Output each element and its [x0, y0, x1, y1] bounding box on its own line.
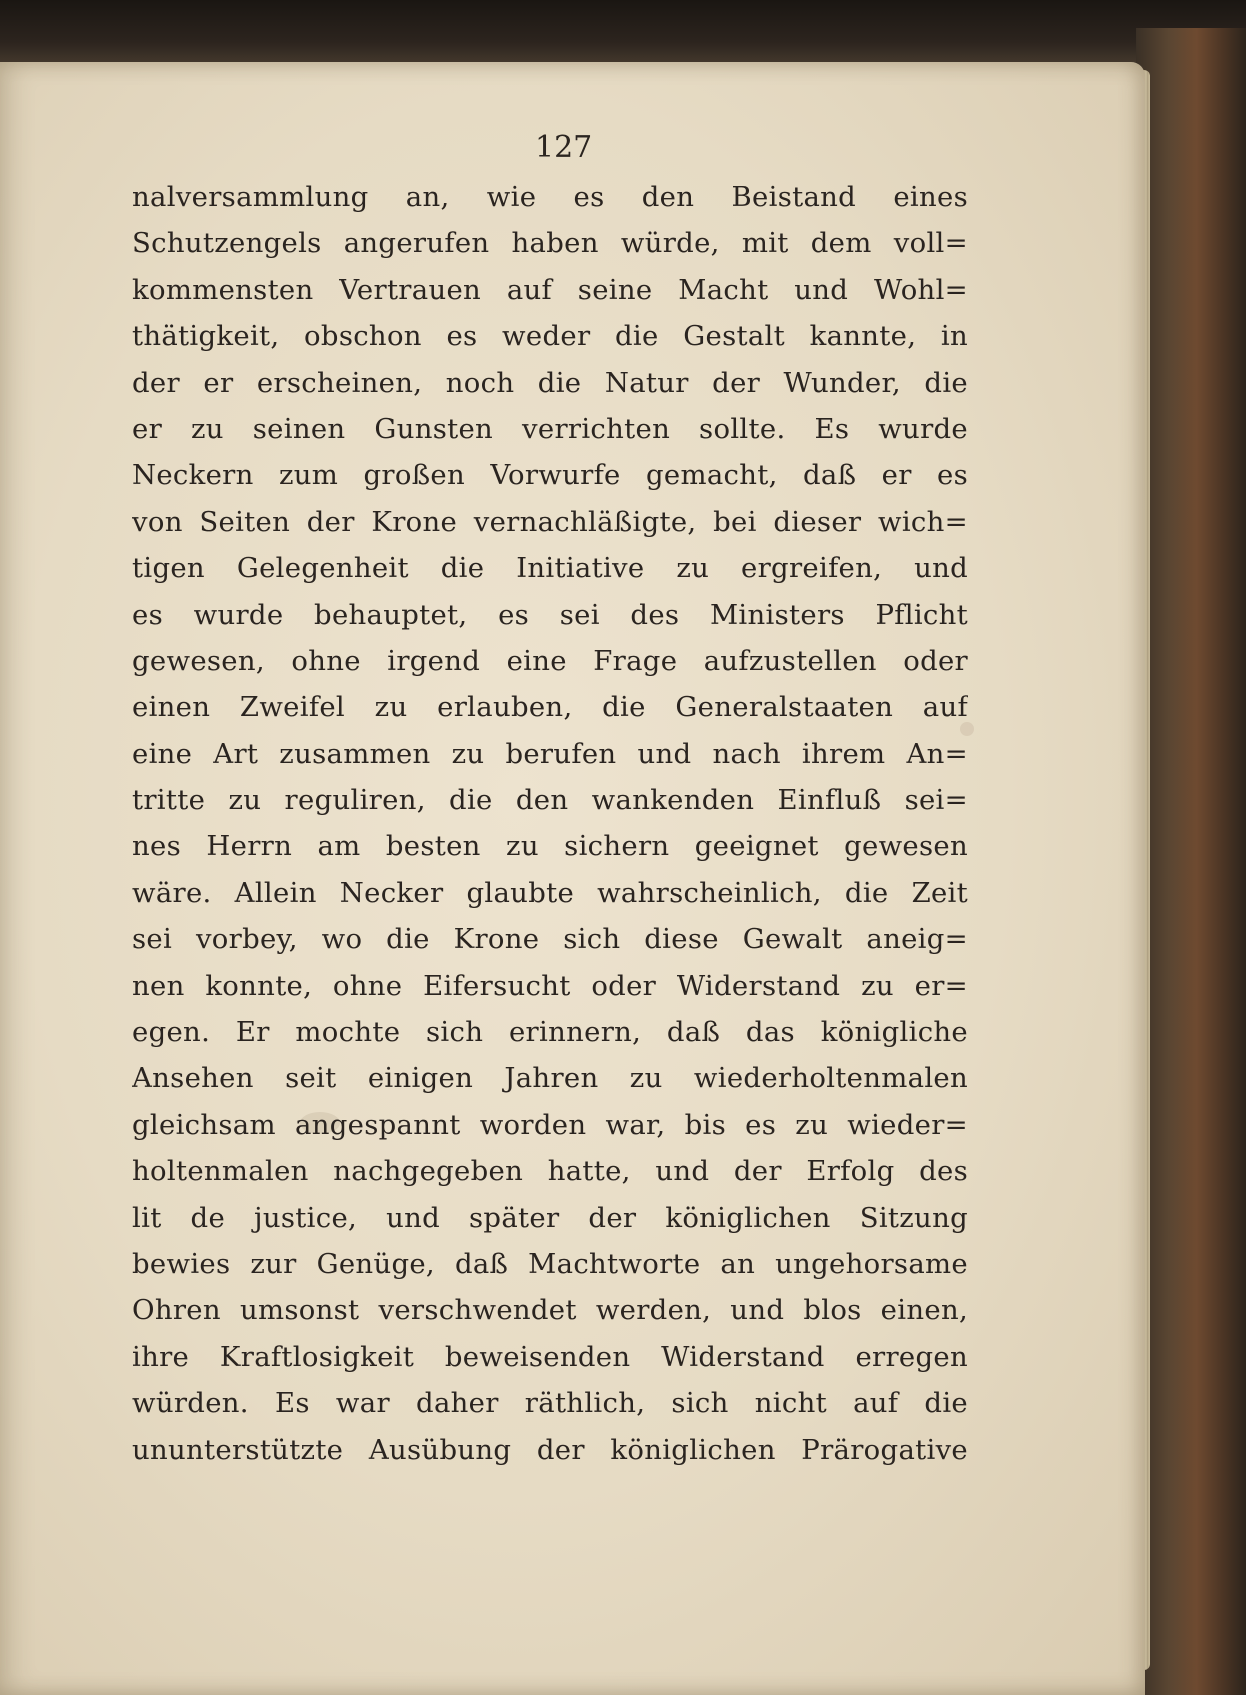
- text-line: nen konnte, ohne Eifersucht oder Widerstand zu er=: [132, 969, 968, 1002]
- text-line: lit de justice, und später der königlichen Sitzung: [132, 1201, 968, 1234]
- text-line: nes Herrn am besten zu sichern geeignet gewesen: [132, 830, 968, 863]
- text-line: bewies zur Genüge, daß Machtworte an ungehorsame: [132, 1247, 968, 1280]
- text-line: wäre. Allein Necker glaubte wahrscheinlich, die Zeit: [132, 876, 968, 909]
- text-line: es wurde behauptet, es sei des Ministers Pflicht: [132, 598, 968, 631]
- text-line: Schutzengels angerufen haben würde, mit dem voll=: [132, 227, 968, 260]
- text-line: tritte zu reguliren, die den wankenden Einfluß sei=: [132, 784, 968, 817]
- text-line: eine Art zusammen zu berufen und nach ihrem An=: [132, 737, 968, 770]
- text-line: Ohren umsonst verschwendet werden, und blos einen,: [132, 1294, 968, 1327]
- book-spine: [1136, 28, 1246, 1695]
- page-text-block: [132, 174, 968, 1473]
- text-line: gewesen, ohne irgend eine Frage aufzustellen oder: [132, 644, 968, 677]
- text-line: gleichsam angespannt worden war, bis es zu wieder=: [132, 1108, 968, 1141]
- text-line: nalversammlung an, wie es den Beistand eines: [132, 181, 968, 213]
- text-line: Ansehen seit einigen Jahren zu wiederholtenmalen: [132, 1062, 968, 1095]
- text-line: egen. Er mochte sich erinnern, daß das königliche: [132, 1016, 968, 1049]
- book-page: [0, 62, 1145, 1695]
- text-line: thätigkeit, obschon es weder die Gestalt kannte, in: [132, 320, 968, 353]
- scan-top-edge: [0, 0, 1246, 70]
- text-line: kommensten Vertrauen auf seine Macht und Wohl=: [132, 273, 968, 306]
- text-line: holtenmalen nachgegeben hatte, und der Erfolg des: [132, 1155, 968, 1188]
- text-line: einen Zweifel zu erlauben, die Generalstaaten auf: [132, 691, 968, 724]
- text-line: würden. Es war daher räthlich, sich nicht auf die: [132, 1387, 968, 1420]
- text-line: Neckern zum großen Vorwurfe gemacht, daß er es: [132, 459, 968, 492]
- text-line: der er erscheinen, noch die Natur der Wunder, die: [132, 366, 968, 399]
- page-number: 127: [535, 130, 593, 165]
- text-line: ihre Kraftlosigkeit beweisenden Widerstand erregen: [132, 1340, 968, 1373]
- text-line: er zu seinen Gunsten verrichten sollte. Es wurde: [132, 412, 968, 445]
- text-line: ununterstützte Ausübung der königlichen Prärogative: [132, 1433, 968, 1466]
- text-line: sei vorbey, wo die Krone sich diese Gewalt aneig=: [132, 923, 968, 956]
- text-line: von Seiten der Krone vernachläßigte, bei dieser wich=: [132, 505, 968, 538]
- text-line: tigen Gelegenheit die Initiative zu ergreifen, und: [132, 552, 968, 585]
